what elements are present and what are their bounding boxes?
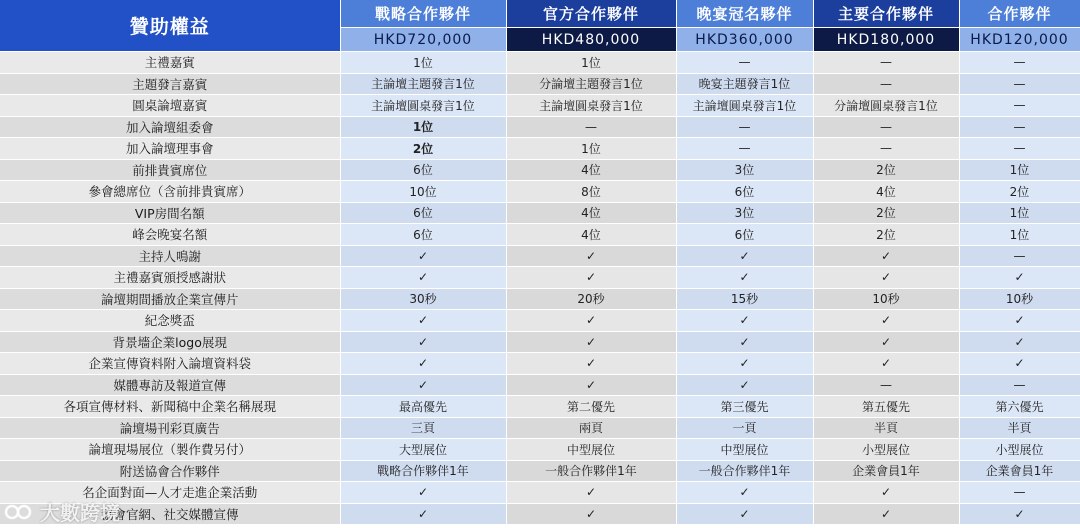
benefit-value-cell: ✓ — [340, 374, 506, 396]
benefit-value-cell: — — [813, 116, 959, 138]
benefit-value-cell: 中型展位 — [676, 439, 813, 461]
benefit-value-cell: ✓ — [676, 331, 813, 353]
benefit-label: 紀念獎盃 — [0, 310, 340, 332]
benefit-value-cell: — — [959, 245, 1080, 267]
benefit-label: 協會官網、社交媒體宣傳 — [0, 503, 340, 525]
benefit-value-cell: 主論壇圓桌發言1位 — [676, 95, 813, 117]
benefit-value-cell: ✓ — [676, 310, 813, 332]
benefit-value-cell: 戰略合作夥伴1年 — [340, 460, 506, 482]
benefit-value-cell: ✓ — [676, 482, 813, 504]
benefit-label: VIP房間名額 — [0, 202, 340, 224]
benefit-value-cell: 半頁 — [813, 417, 959, 439]
benefit-value-cell: — — [959, 73, 1080, 95]
tier-name-official: 官方合作夥伴 — [506, 0, 676, 28]
benefit-value-cell: 15秒 — [676, 288, 813, 310]
benefit-value-cell: 晚宴主題發言1位 — [676, 73, 813, 95]
tier-price-official: HKD480,000 — [506, 28, 676, 52]
benefit-value-cell: 小型展位 — [813, 439, 959, 461]
benefit-value-cell: ✓ — [676, 267, 813, 289]
benefit-value-cell: 中型展位 — [506, 439, 676, 461]
benefit-value-cell: 1位 — [506, 138, 676, 160]
benefit-value-cell: — — [676, 138, 813, 160]
benefit-value-cell: ✓ — [340, 482, 506, 504]
benefit-value-cell: 第三優先 — [676, 396, 813, 418]
benefit-value-cell: 三頁 — [340, 417, 506, 439]
benefit-value-cell: 6位 — [340, 202, 506, 224]
benefit-label: 名企面對面—人才走進企業活動 — [0, 482, 340, 504]
benefit-value-cell: — — [813, 52, 959, 74]
benefit-value-cell: ✓ — [676, 245, 813, 267]
table-row — [0, 224, 1080, 246]
benefit-value-cell: ✓ — [506, 374, 676, 396]
benefit-value-cell: ✓ — [959, 310, 1080, 332]
benefit-label: 論壇期間播放企業宣傳片 — [0, 288, 340, 310]
table-row — [0, 95, 1080, 117]
benefit-value-cell: — — [959, 482, 1080, 504]
benefit-value-cell: — — [506, 116, 676, 138]
benefit-value-cell: ✓ — [676, 374, 813, 396]
benefit-value-cell: 4位 — [813, 181, 959, 203]
benefit-value-cell: 6位 — [676, 181, 813, 203]
table-row — [0, 181, 1080, 203]
benefit-value-cell: — — [959, 52, 1080, 74]
benefit-value-cell: 6位 — [340, 159, 506, 181]
benefit-value-cell: ✓ — [813, 310, 959, 332]
table-row — [0, 482, 1080, 504]
benefit-value-cell: ✓ — [340, 503, 506, 525]
table-row — [0, 417, 1080, 439]
benefit-label: 峰会晚宴名額 — [0, 224, 340, 246]
benefit-value-cell: 3位 — [676, 159, 813, 181]
benefit-label: 論壇場刊彩頁廣告 — [0, 417, 340, 439]
benefit-value-cell: ✓ — [506, 503, 676, 525]
benefit-value-cell: ✓ — [813, 503, 959, 525]
benefit-value-cell: — — [959, 95, 1080, 117]
benefit-value-cell: 4位 — [506, 159, 676, 181]
benefit-value-cell: ✓ — [506, 245, 676, 267]
table-row — [0, 353, 1080, 375]
benefit-value-cell: — — [676, 116, 813, 138]
table-row — [0, 73, 1080, 95]
benefit-value-cell: 大型展位 — [340, 439, 506, 461]
benefit-value-cell: ✓ — [676, 353, 813, 375]
benefit-value-cell: 半頁 — [959, 417, 1080, 439]
benefit-value-cell: — — [676, 52, 813, 74]
benefit-label: 論壇現場展位（製作費另付） — [0, 439, 340, 461]
benefit-value-cell: — — [813, 73, 959, 95]
benefit-value-cell: 4位 — [506, 202, 676, 224]
table-row — [0, 116, 1080, 138]
benefit-label: 企業宣傳資料附入論壇資料袋 — [0, 353, 340, 375]
benefit-value-cell: ✓ — [959, 331, 1080, 353]
benefit-label: 圓桌論壇嘉賓 — [0, 95, 340, 117]
table-row — [0, 138, 1080, 160]
benefit-value-cell: — — [813, 138, 959, 160]
table-row — [0, 52, 1080, 74]
tier-price-major: HKD180,000 — [813, 28, 959, 52]
benefit-value-cell: 最高優先 — [340, 396, 506, 418]
benefit-value-cell: 一般合作夥伴1年 — [506, 460, 676, 482]
benefit-value-cell: — — [959, 116, 1080, 138]
benefit-value-cell: 4位 — [506, 224, 676, 246]
table-row — [0, 396, 1080, 418]
benefit-value-cell: 1位 — [340, 116, 506, 138]
benefit-value-cell: ✓ — [813, 353, 959, 375]
benefit-value-cell: 小型展位 — [959, 439, 1080, 461]
table-row — [0, 460, 1080, 482]
benefit-value-cell: ✓ — [340, 353, 506, 375]
benefit-value-cell: ✓ — [813, 331, 959, 353]
benefit-label: 主禮嘉賓頒授感謝狀 — [0, 267, 340, 289]
tier-price-strategic: HKD720,000 — [340, 28, 506, 52]
benefit-label: 背景墻企業logo展現 — [0, 331, 340, 353]
benefit-label: 媒體專訪及報道宣傳 — [0, 374, 340, 396]
benefit-value-cell: 企業會員1年 — [813, 460, 959, 482]
benefit-label: 附送協會合作夥伴 — [0, 460, 340, 482]
benefit-value-cell: ✓ — [340, 331, 506, 353]
benefit-value-cell: 8位 — [506, 181, 676, 203]
benefit-value-cell: ✓ — [506, 331, 676, 353]
table-row — [0, 288, 1080, 310]
tier-name-strategic: 戰略合作夥伴 — [340, 0, 506, 28]
benefit-value-cell: ✓ — [813, 482, 959, 504]
benefit-value-cell: 1位 — [959, 224, 1080, 246]
benefit-label: 各項宣傳材料、新聞稿中企業名稱展現 — [0, 396, 340, 418]
tier-price-partner: HKD120,000 — [959, 28, 1080, 52]
benefit-value-cell: 1位 — [959, 159, 1080, 181]
benefit-value-cell: ✓ — [676, 503, 813, 525]
benefit-value-cell: ✓ — [506, 353, 676, 375]
table-row — [0, 331, 1080, 353]
benefit-value-cell: ✓ — [340, 245, 506, 267]
benefit-value-cell: 1位 — [340, 52, 506, 74]
benefit-value-cell: 主論壇圓桌發言1位 — [340, 95, 506, 117]
benefit-value-cell: ✓ — [506, 267, 676, 289]
tier-name-partner: 合作夥伴 — [959, 0, 1080, 28]
benefit-value-cell: 2位 — [813, 224, 959, 246]
benefit-value-cell: ✓ — [813, 267, 959, 289]
benefit-value-cell: 6位 — [340, 224, 506, 246]
benefit-label: 前排貴賓席位 — [0, 159, 340, 181]
table-row — [0, 374, 1080, 396]
table-row — [0, 159, 1080, 181]
table-row — [0, 310, 1080, 332]
benefit-value-cell: ✓ — [506, 482, 676, 504]
benefit-label: 加入論壇理事會 — [0, 138, 340, 160]
benefit-value-cell: 20秒 — [506, 288, 676, 310]
benefit-value-cell: 2位 — [813, 202, 959, 224]
benefit-value-cell: 一頁 — [676, 417, 813, 439]
benefit-value-cell: ✓ — [813, 245, 959, 267]
benefit-value-cell: 第六優先 — [959, 396, 1080, 418]
benefit-value-cell: 第二優先 — [506, 396, 676, 418]
benefit-value-cell: 3位 — [676, 202, 813, 224]
benefit-value-cell: ✓ — [506, 310, 676, 332]
table-row — [0, 439, 1080, 461]
watermark-text: 大數跨境 — [40, 501, 120, 525]
benefit-value-cell: 10秒 — [813, 288, 959, 310]
table-row — [0, 245, 1080, 267]
tier-name-major: 主要合作夥伴 — [813, 0, 959, 28]
benefits-column-header: 贊助權益 — [0, 0, 340, 52]
table-body — [0, 52, 1080, 525]
table-row — [0, 267, 1080, 289]
benefit-value-cell: ✓ — [959, 353, 1080, 375]
tier-name-dinner-title: 晚宴冠名夥伴 — [676, 0, 813, 28]
benefit-value-cell: ✓ — [340, 310, 506, 332]
benefit-value-cell: 分論壇圓桌發言1位 — [813, 95, 959, 117]
benefit-value-cell: 分論壇主題發言1位 — [506, 73, 676, 95]
benefit-value-cell: 10位 — [340, 181, 506, 203]
benefit-value-cell: 10秒 — [959, 288, 1080, 310]
benefit-value-cell: 2位 — [813, 159, 959, 181]
benefit-value-cell: 一般合作夥伴1年 — [676, 460, 813, 482]
tier-price-dinner-title: HKD360,000 — [676, 28, 813, 52]
benefit-value-cell: ✓ — [959, 267, 1080, 289]
benefit-label: 主持人鳴謝 — [0, 245, 340, 267]
benefit-value-cell: ✓ — [340, 267, 506, 289]
benefit-label: 參會總席位（含前排貴賓席） — [0, 181, 340, 203]
benefit-label: 主題發言嘉賓 — [0, 73, 340, 95]
benefit-value-cell: — — [959, 138, 1080, 160]
benefit-value-cell: 主論壇圓桌發言1位 — [506, 95, 676, 117]
benefit-value-cell: 第五優先 — [813, 396, 959, 418]
benefit-value-cell: 企業會員1年 — [959, 460, 1080, 482]
benefit-value-cell: 1位 — [506, 52, 676, 74]
benefit-value-cell: ✓ — [959, 503, 1080, 525]
benefit-value-cell: 6位 — [676, 224, 813, 246]
benefit-value-cell: 30秒 — [340, 288, 506, 310]
benefit-value-cell: — — [959, 374, 1080, 396]
benefit-value-cell: — — [813, 374, 959, 396]
benefit-value-cell: 2位 — [340, 138, 506, 160]
benefit-value-cell: 兩頁 — [506, 417, 676, 439]
benefit-label: 加入論壇組委會 — [0, 116, 340, 138]
benefit-value-cell: 主論壇主題發言1位 — [340, 73, 506, 95]
benefit-value-cell: 1位 — [959, 202, 1080, 224]
table-row — [0, 202, 1080, 224]
table-row — [0, 503, 1080, 525]
benefit-value-cell: 2位 — [959, 181, 1080, 203]
benefit-label: 主禮嘉賓 — [0, 52, 340, 74]
